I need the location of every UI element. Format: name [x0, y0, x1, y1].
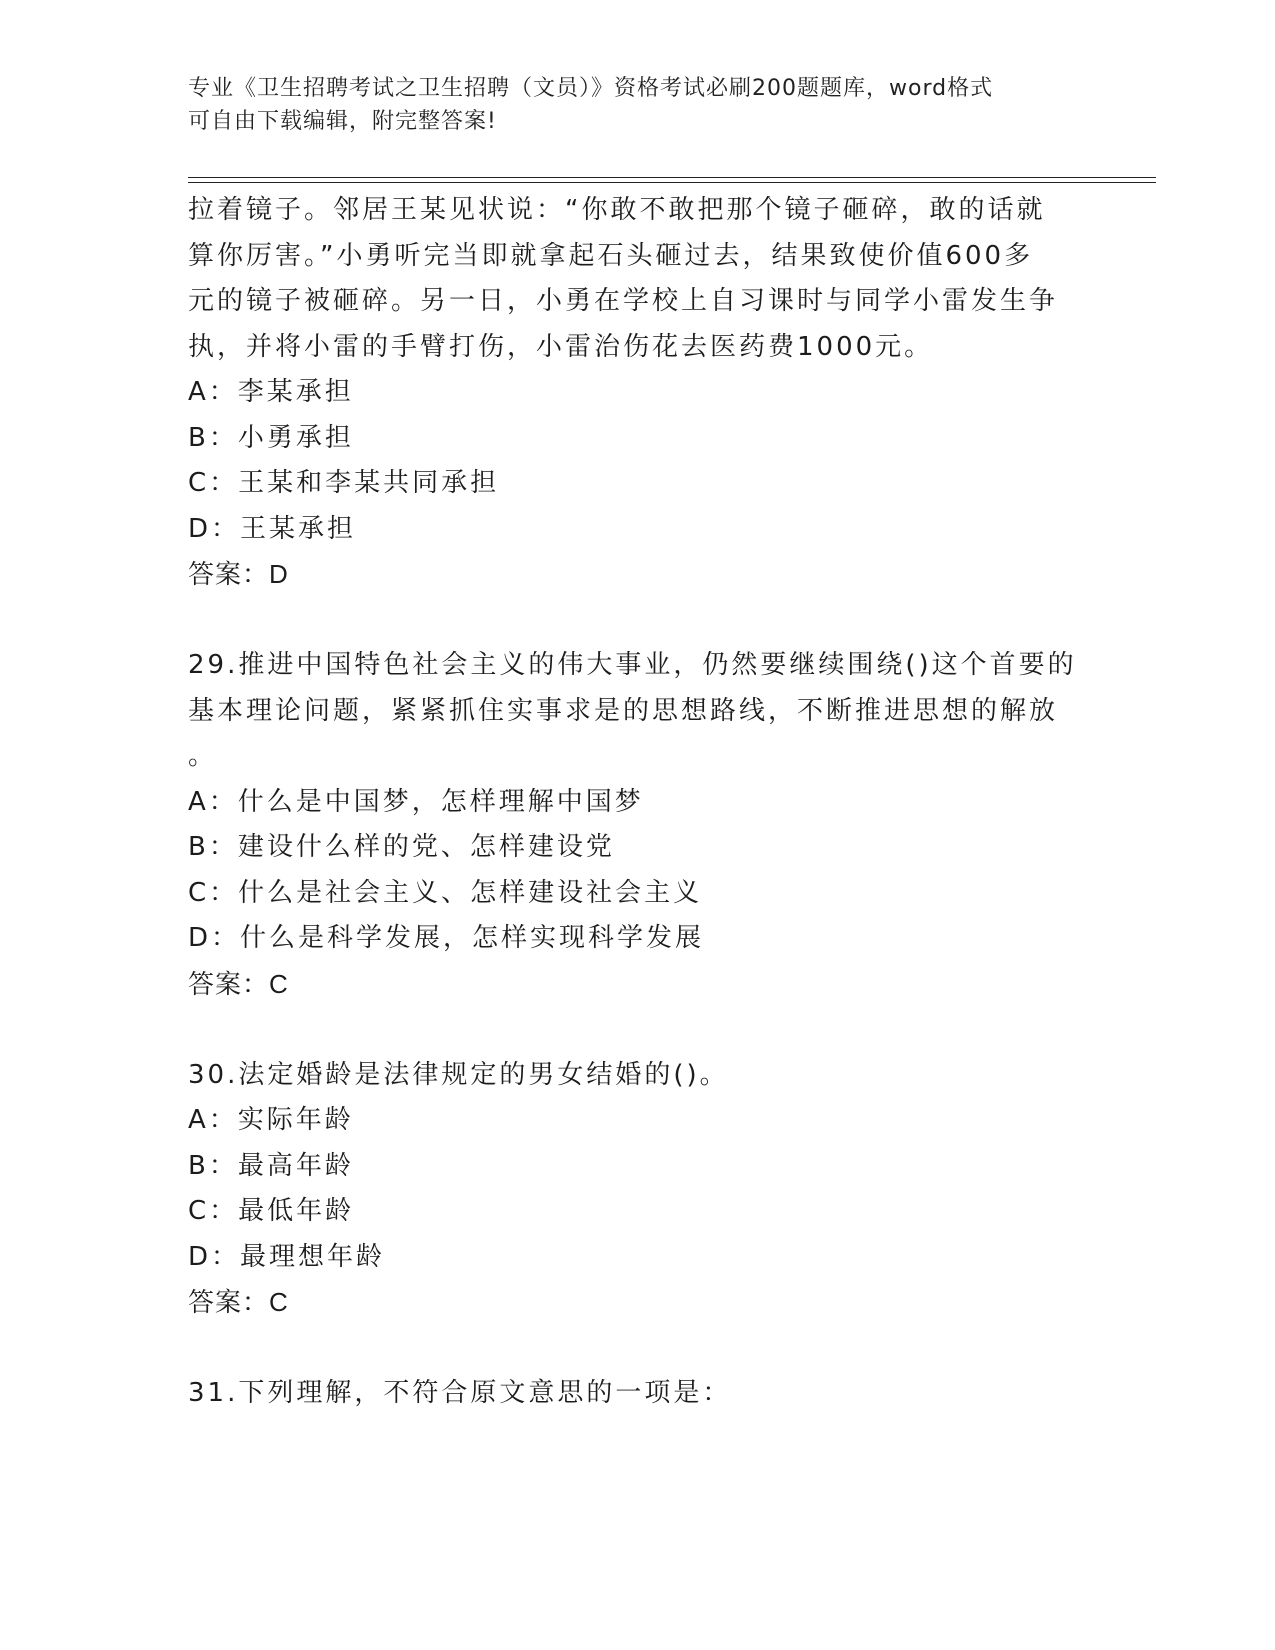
question-stem-line: 拉着镜子。邻居王某见状说：“你敢不敢把那个镜子砸碎，敢的话就 [188, 195, 1046, 225]
option-c: C：最低年龄 [188, 1196, 355, 1226]
spacer [188, 598, 1088, 644]
page-header [188, 72, 1068, 138]
question-30 [188, 1053, 1088, 1326]
option-d: D：最理想年龄 [188, 1241, 386, 1272]
question-29 [188, 643, 1088, 1007]
answer-line: 答案：D [188, 559, 289, 589]
question-stem-line: 30.法定婚龄是法律规定的男女结婚的()。 [188, 1059, 729, 1090]
header-rule-bottom [188, 182, 1156, 183]
option-b: B：最高年龄 [188, 1150, 354, 1181]
question-stem-line: 31.下列理解，不符合原文意思的一项是： [188, 1378, 732, 1408]
spacer [188, 1007, 1088, 1053]
header-rule-top [188, 177, 1156, 178]
option-c: C：王某和李某共同承担 [188, 468, 500, 498]
option-a: A：李某承担 [188, 377, 354, 407]
option-a: A：什么是中国梦，怎样理解中国梦 [188, 786, 644, 817]
answer-line: 答案：C [188, 968, 289, 999]
header-line-2: 可自由下载编辑，附完整答案! [188, 109, 497, 134]
question-stem-line: 。 [188, 741, 218, 771]
option-d: D：什么是科学发展，怎样实现科学发展 [188, 923, 705, 953]
option-a: A：实际年龄 [188, 1105, 354, 1135]
answer-line: 答案：C [188, 1287, 289, 1317]
question-28 [188, 188, 1088, 598]
question-stem-line: 执，并将小雷的手臂打伤，小雷治伤花去医药费1000元。 [188, 331, 934, 362]
question-stem-line: 算你厉害。”小勇听完当即就拿起石头砸过去，结果致使价值600多 [188, 240, 1034, 271]
question-stem-line: 元的镜子被砸碎。另一日，小勇在学校上自习课时与同学小雷发生争 [188, 286, 1059, 316]
option-d: D：王某承担 [188, 513, 357, 544]
spacer [188, 1326, 1088, 1372]
option-b: B：建设什么样的党、怎样建设党 [188, 832, 615, 862]
question-31 [188, 1371, 1088, 1417]
question-stem-line: 基本理论问题，紧紧抓住实事求是的思想路线，不断推进思想的解放 [188, 695, 1059, 726]
question-stem-line: 29.推进中国特色社会主义的伟大事业，仍然要继续围绕()这个首要的 [188, 650, 1077, 680]
question-content [188, 188, 1088, 1417]
header-line-1: 专业《卫生招聘考试之卫生招聘（文员）》资格考试必刷200题题库，word格式 [188, 76, 994, 101]
option-b: B：小勇承担 [188, 422, 354, 453]
option-c: C：什么是社会主义、怎样建设社会主义 [188, 877, 703, 908]
